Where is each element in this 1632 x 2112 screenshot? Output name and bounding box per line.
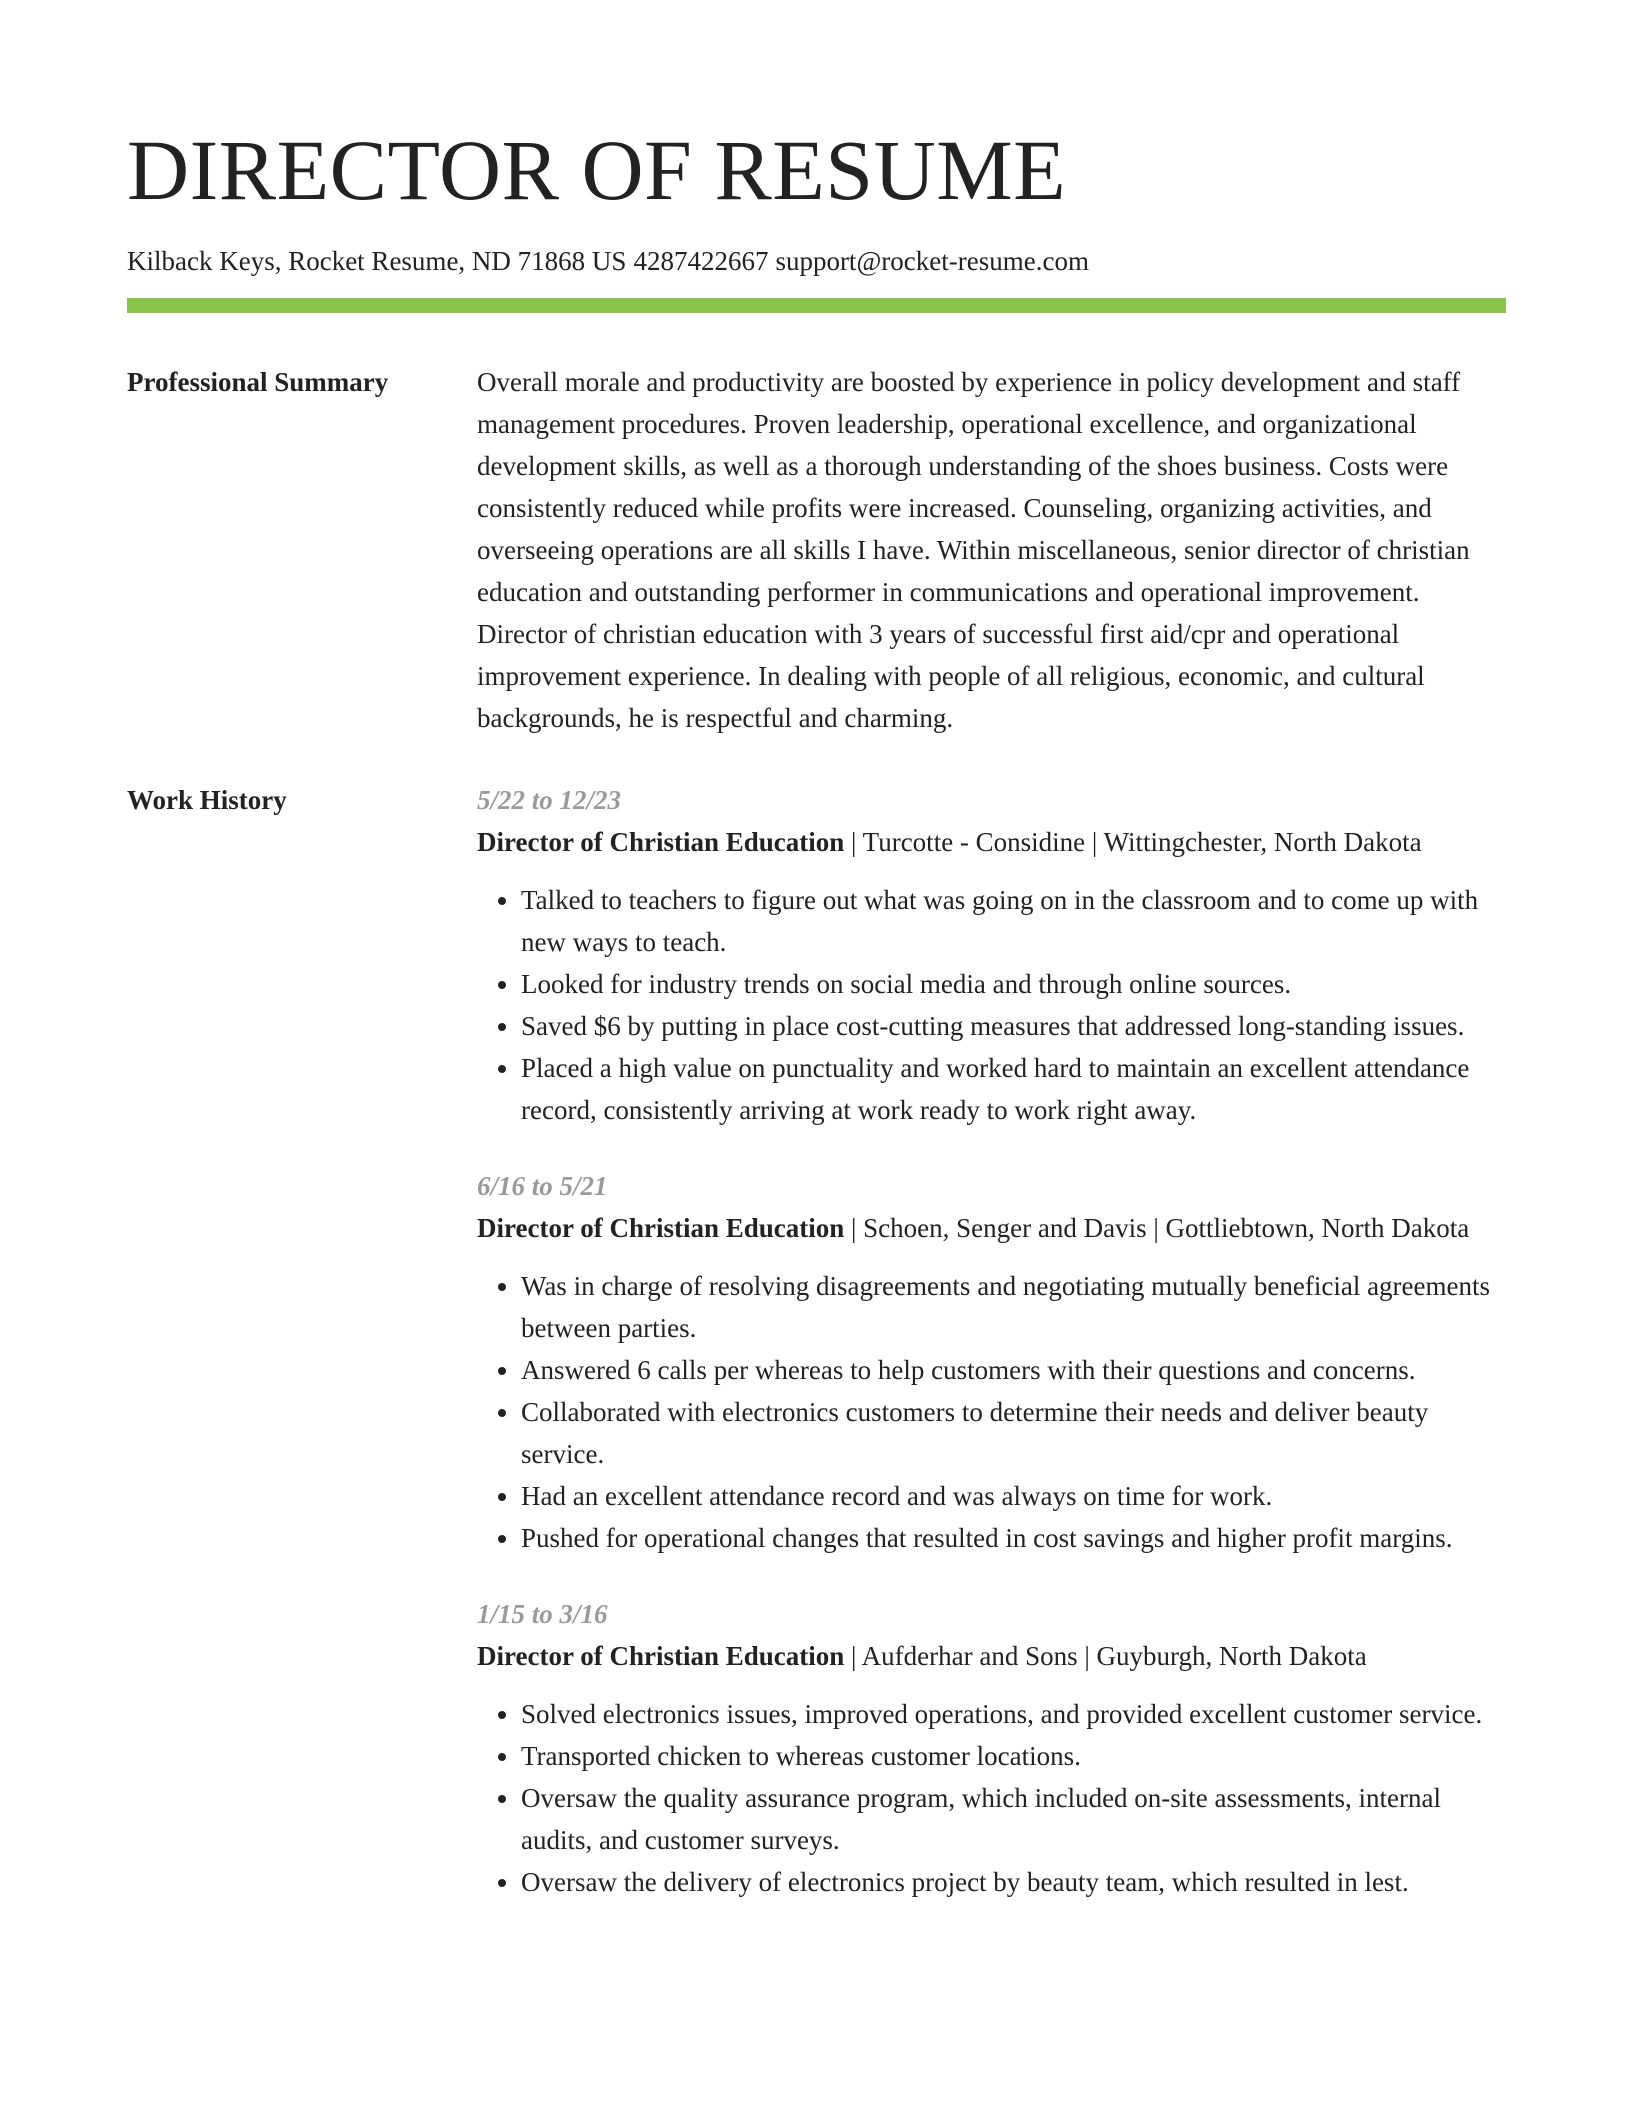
job-bullet: • Saved $6 by putting in place cost-cutting measures that addressed long-standing issues.: [521, 1005, 1506, 1047]
work-history-body: [477, 779, 1506, 1903]
job-entry: [477, 1593, 1506, 1903]
job-employer-location: | Schoen, Senger and Davis | Gottliebtown, North Dakota: [844, 1213, 1470, 1243]
job-bullet: • Oversaw the quality assurance program, which included on-site assessments, internal audits, and customer surveys.: [521, 1777, 1506, 1861]
contact-line: [127, 244, 1506, 278]
summary-section-body: [477, 361, 1506, 739]
job-title: Director of Christian Education: [477, 1213, 845, 1243]
job-employer-location: | Turcotte - Considine | Wittingchester, North Dakota: [844, 827, 1422, 857]
job-bullet: • Pushed for operational changes that resulted in cost savings and higher profit margins.: [521, 1517, 1506, 1559]
summary-section-label: Professional Summary: [127, 367, 389, 397]
header-divider: [127, 298, 1506, 313]
job-bullet: • Was in charge of resolving disagreements and negotiating mutually beneficial agreements between parties.: [521, 1265, 1506, 1349]
job-bullet: • Placed a high value on punctuality and worked hard to maintain an excellent attendance record, consistently arriving at work ready to work right away.: [521, 1047, 1506, 1131]
job-heading: [477, 1207, 1506, 1249]
job-bullet: • Talked to teachers to figure out what was going on in the classroom and to come up with new ways to teach.: [521, 879, 1506, 963]
summary-section: [127, 361, 1506, 739]
job-heading: [477, 821, 1506, 863]
job-bullet: • Solved electronics issues, improved operations, and provided excellent customer service.: [521, 1693, 1506, 1735]
summary-text: Overall morale and productivity are boosted by experience in policy development and staff management procedures. Proven leadership, operational excellence, and organizational development skills, as well as a thorough understanding of the shoes business. Costs were consistently reduced while profits were increased. Counseling, organizing activities, and overseeing operations are all skills I have. Within miscellaneous, senior director of christian education and outstanding performer in communications and operational improvement. Director of christian education with 3 years of successful first aid/cpr and operational improvement experience. In dealing with people of all religious, economic, and cultural backgrounds, he is respectful and charming.: [477, 367, 1470, 733]
work-history-section-label: Work History: [127, 785, 287, 815]
job-entry: [477, 1165, 1506, 1559]
job-bullet: • Transported chicken to whereas customer locations.: [521, 1735, 1506, 1777]
contact-address: Kilback Keys, Rocket Resume, ND 71868 US: [127, 246, 627, 276]
job-dates: 1/15 to 3/16: [477, 1599, 608, 1629]
job-bullet: • Collaborated with electronics customers to determine their needs and deliver beauty service.: [521, 1391, 1506, 1475]
job-bullet: • Oversaw the delivery of electronics project by beauty team, which resulted in lest.: [521, 1861, 1506, 1903]
job-dates: 5/22 to 12/23: [477, 785, 622, 815]
job-employer-location: | Aufderhar and Sons | Guyburgh, North Dakota: [844, 1641, 1367, 1671]
job-title: Director of Christian Education: [477, 1641, 845, 1671]
resume-name-heading: DIRECTOR OF RESUME: [127, 122, 1067, 218]
job-bullet-list: [477, 1265, 1506, 1559]
job-bullet: • Looked for industry trends on social media and through online sources.: [521, 963, 1506, 1005]
work-history-section: [127, 779, 1506, 1903]
job-entry: [477, 779, 1506, 1131]
job-title: Director of Christian Education: [477, 827, 845, 857]
job-bullet-list: [477, 1693, 1506, 1903]
contact-email: support@rocket-resume.com: [775, 246, 1089, 276]
job-bullet: • Had an excellent attendance record and was always on time for work.: [521, 1475, 1506, 1517]
job-bullet: • Answered 6 calls per whereas to help customers with their questions and concerns.: [521, 1349, 1506, 1391]
job-dates: 6/16 to 5/21: [477, 1171, 608, 1201]
job-bullet-list: [477, 879, 1506, 1131]
job-heading: [477, 1635, 1506, 1677]
contact-phone: 4287422667: [633, 246, 769, 276]
